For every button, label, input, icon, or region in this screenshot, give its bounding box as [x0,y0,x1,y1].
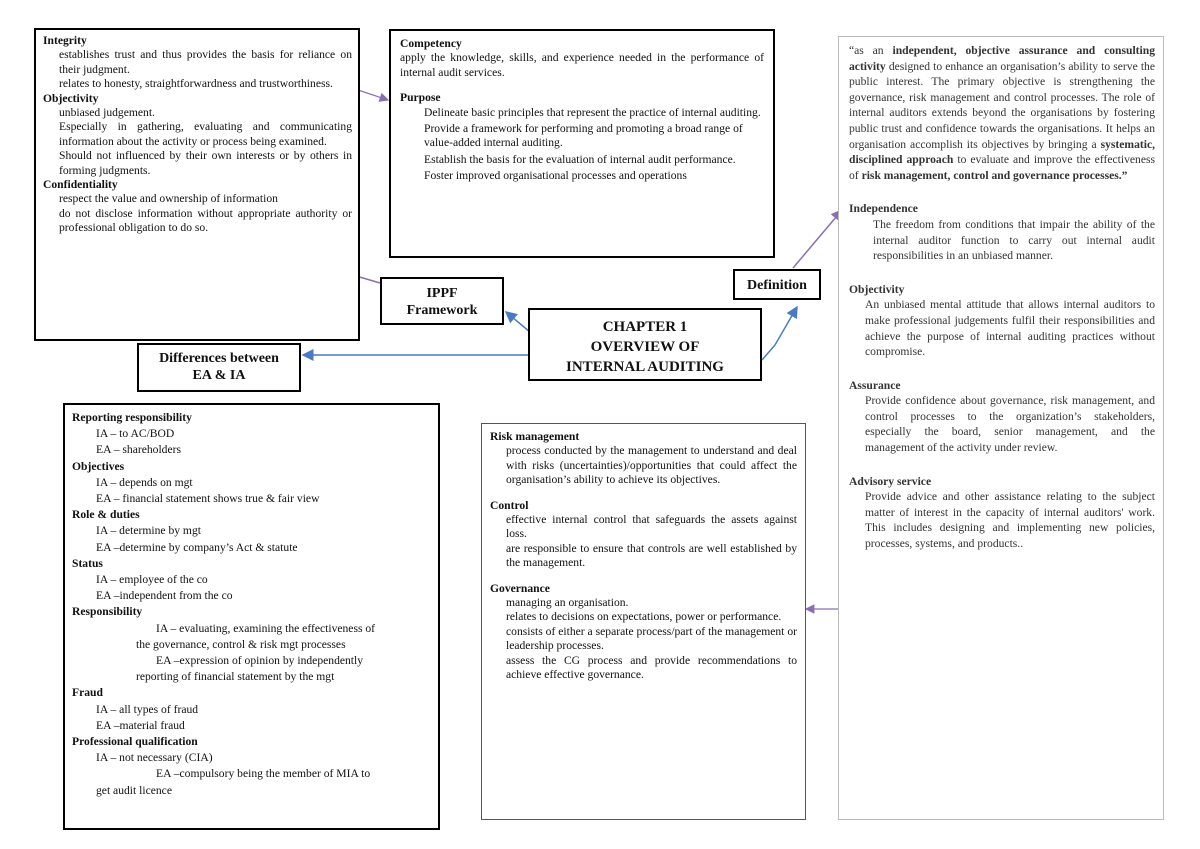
ea-item: EA –compulsory being the member of MIA to [156,767,371,781]
ia-item: IA – all types of fraud [96,702,199,716]
advisory-point: Provide advice and other assistance relating to the subject matter of interest in the capacity of internal auditors' work. This includes designing and implementing new policies, processes, systems, and products.. [865,490,1155,551]
arrow-center-to-definition [762,307,797,360]
ea-item: EA –independent from the co [96,589,233,603]
def-objectivity-point: An unbiased mental attitude that allows internal auditors to make professional judgements fulfil their responsibilities and achieve the purpose of internal auditing practices without compromise. [865,298,1155,359]
ethics-principles-box [34,28,360,341]
differences-box [63,403,440,830]
differences-line1: Differences between [159,351,279,366]
reporting-heading: Reporting responsibility [72,411,192,424]
arrow-center-to-ippf [506,312,530,332]
assurance-point: Provide confidence about governance, risk management, and control processes to the organization’s stakeholders, especially the board, senior management, and the management of the activity under review. [865,394,1155,455]
control-heading: Control [490,498,529,512]
status-heading: Status [72,556,103,570]
purpose-point: Provide a framework for performing and promoting a broad range of value-added internal auditing. [424,122,743,150]
ia-item: IA – evaluating, examining the effectiveness of [156,621,376,635]
confidentiality-heading: Confidentiality [43,178,118,192]
advisory-heading: Advisory service [849,474,932,488]
ea-item: EA – shareholders [96,443,181,457]
assurance-heading: Assurance [849,378,901,392]
control-point: are responsible to ensure that controls are well established by the management. [506,541,797,570]
definition-label-text: Definition [747,278,807,293]
competency-point: apply the knowledge, skills, and experience needed in the performance of internal audit services. [400,51,764,79]
governance-point: relates to decisions on expectations, power or performance. [506,610,782,624]
integrity-point: relates to honesty, straightforwardness and trustworthiness. [59,77,333,91]
ia-item: IA – to AC/BOD [96,427,175,441]
ea-item-cont: reporting of financial statement by the mgt [136,670,335,684]
responsibility-heading: Responsibility [72,605,143,619]
arrow-definition-to-definition-box [793,210,842,268]
ia-item: IA – not necessary (CIA) [96,751,213,765]
governance-box [481,423,806,820]
ea-item: EA – financial statement shows true & fair view [96,492,320,506]
iia-definition-quote: “as an independent, objective assurance and consulting activity designed to enhance an organisation’s ability to serve the public interest. The primary objective is strengthening the governance, risk management and control processes. The role of internal auditors extends beyond the organisations by fostering public trust and confidence towards the organisations. It helps an organisation accomplish its objectives by bringing a systematic, disciplined approach to evaluate and improve the effectiveness of risk management, control and governance processes.” [849,44,1156,182]
ia-item: IA – determine by mgt [96,524,201,538]
ippf-framework-label [380,277,504,325]
qualification-heading: Professional qualification [72,735,198,749]
purpose-point: Establish the basis for the evaluation of internal audit performance. [424,152,736,166]
confidentiality-point: do not disclose information without appropriate authority or professional obligation to do so. [59,206,352,235]
objectivity-heading: Objectivity [43,91,99,105]
roles-heading: Role & duties [72,508,140,522]
objectives-heading: Objectives [72,459,125,473]
ippf-line1: IPPF [426,286,458,301]
def-objectivity-heading: Objectivity [849,282,905,296]
governance-point: assess the CG process and provide recommendations to achieve effective governance. [506,653,797,682]
chapter-line3: INTERNAL AUDITING [566,359,724,375]
ea-item-cont: get audit licence [96,783,172,797]
ia-item: IA – depends on mgt [96,475,193,489]
differences-line2: EA & IA [192,368,246,383]
risk-heading: Risk management [490,430,580,443]
ippf-line2: Framework [406,303,478,318]
ia-item: IA – employee of the co [96,573,208,587]
control-point: effective internal control that safeguards the assets against loss. [506,513,797,541]
ea-item: EA –expression of opinion by independently [156,654,364,668]
objectivity-point: unbiased judgement. [59,106,155,120]
governance-point: consists of either a separate process/part of the management or leadership processes. [506,624,797,653]
ea-item: EA –determine by company’s Act & statute [96,540,298,554]
confidentiality-point: respect the value and ownership of information [59,192,278,206]
definition-box [838,36,1164,820]
definition-label [733,269,821,300]
competency-heading: Competency [400,37,462,50]
competency-purpose-box [389,29,775,258]
arrow-ethics-to-competency [358,90,388,100]
differences-label [137,343,301,392]
objectivity-point: Especially in gathering, evaluating and communicating information about the activity or process being examined. [59,120,352,148]
integrity-point: establishes trust and thus provides the basis for reliance on their judgment. [59,48,352,76]
integrity-heading: Integrity [43,34,87,47]
fraud-heading: Fraud [72,686,103,700]
purpose-point: Delineate basic principles that represent the practice of internal auditing. [424,105,761,119]
chapter-line2: OVERVIEW OF [590,339,700,355]
independence-point: The freedom from conditions that impair the ability of the internal auditor function to carry out internal audit responsibilities in an unbiased manner. [873,217,1155,263]
purpose-heading: Purpose [400,91,441,105]
objectivity-point: Should not influenced by their own interests or by others in forming judgments. [59,149,352,177]
chapter-line1: CHAPTER 1 [602,319,688,335]
risk-point: process conducted by the management to understand and deal with risks (uncertainties)/opportunities that could affect the organisation’s ability to achieve its objectives. [506,444,797,487]
chapter-title-box [528,308,762,381]
governance-heading: Governance [490,581,550,595]
ea-item: EA –material fraud [96,718,185,732]
governance-point: managing an organisation. [506,596,629,610]
independence-heading: Independence [849,202,918,216]
purpose-point: Foster improved organisational processes and operations [424,169,687,183]
ia-item-cont: the governance, control & risk mgt processes [136,637,346,651]
